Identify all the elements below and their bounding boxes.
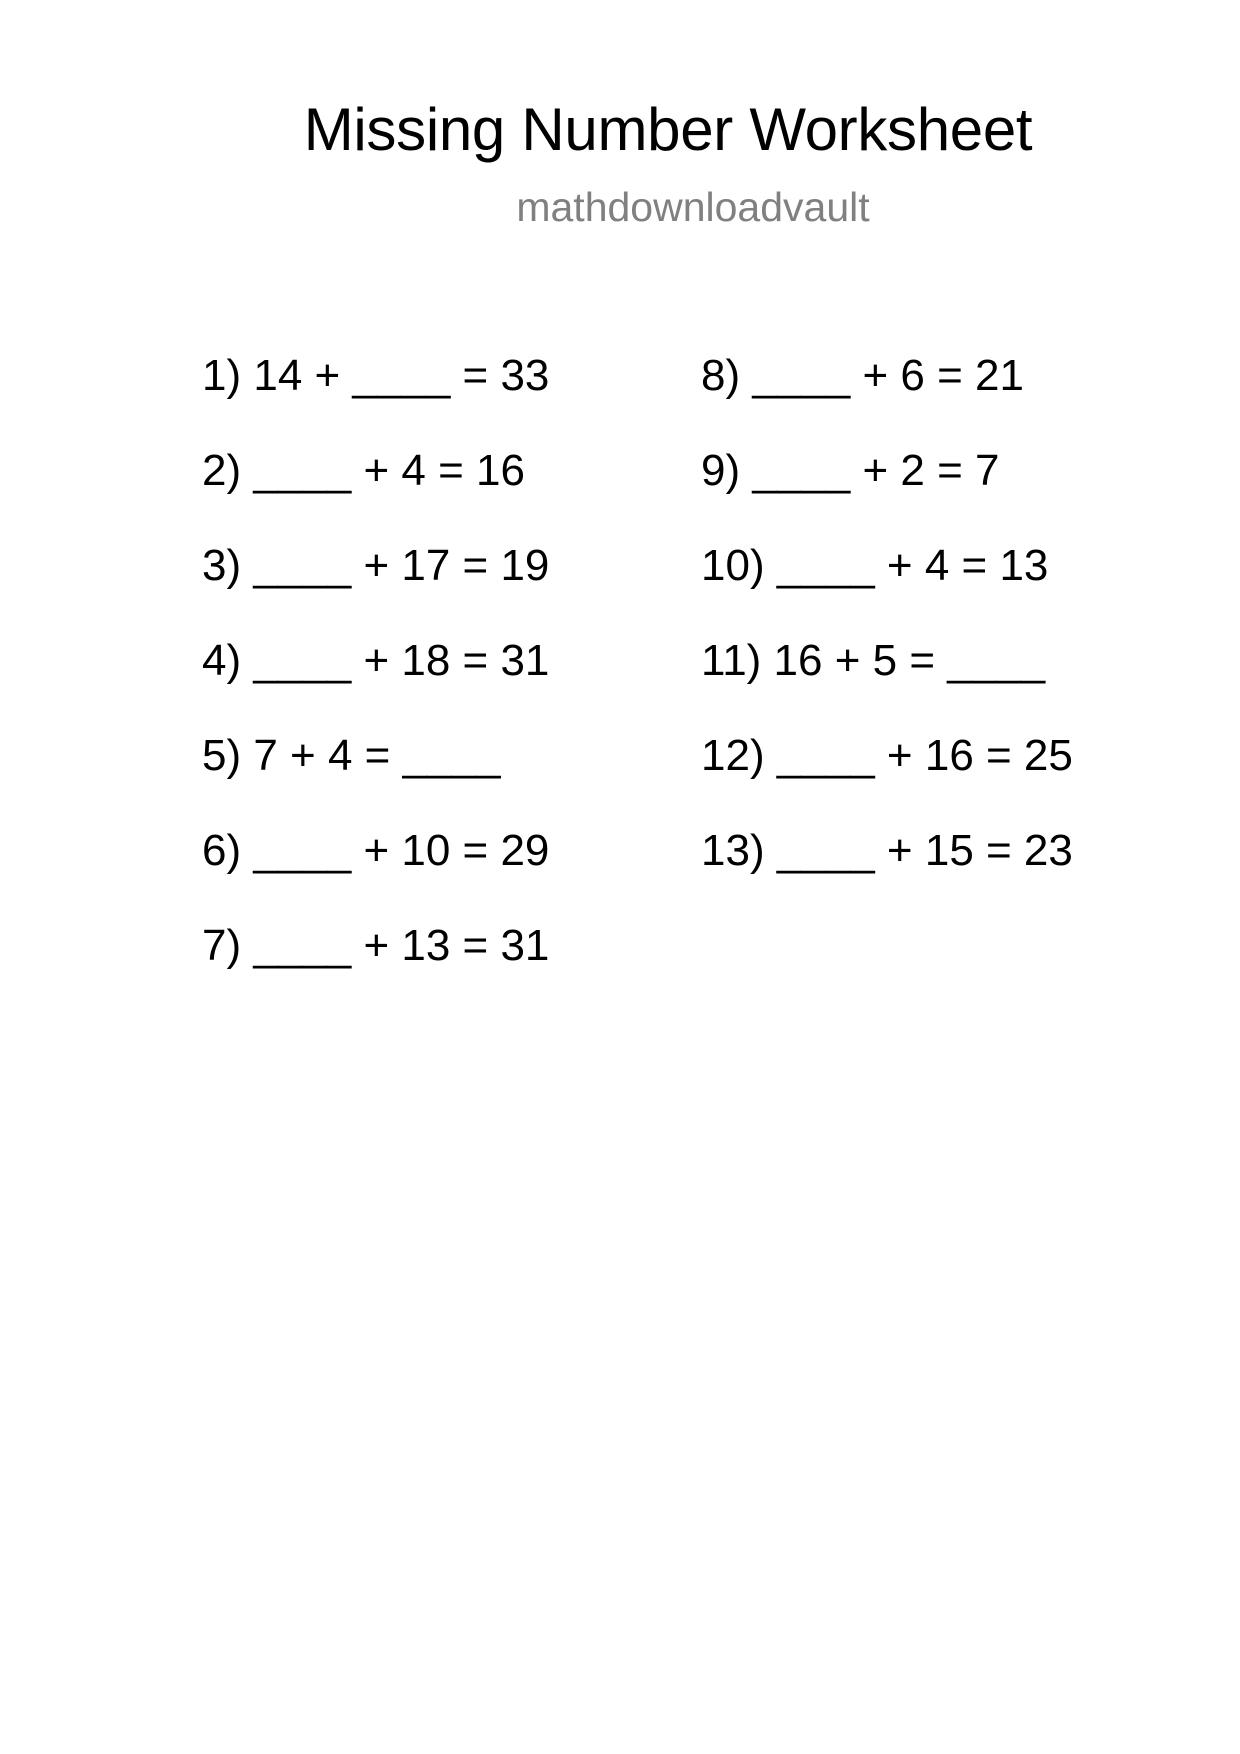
worksheet-subtitle: mathdownloadvault — [516, 184, 870, 230]
problem-4: 4) ____ + 18 = 31 — [202, 636, 550, 685]
problem-5: 5) 7 + 4 = ____ — [202, 731, 501, 780]
problem-1: 1) 14 + ____ = 33 — [202, 351, 550, 400]
problem-13: 13) ____ + 15 = 23 — [701, 826, 1073, 875]
problem-3: 3) ____ + 17 = 19 — [202, 541, 550, 590]
problem-6: 6) ____ + 10 = 29 — [202, 826, 550, 875]
problem-7: 7) ____ + 13 = 31 — [202, 921, 550, 970]
problem-9: 9) ____ + 2 = 7 — [701, 446, 1000, 495]
problem-2: 2) ____ + 4 = 16 — [202, 446, 525, 495]
problem-8: 8) ____ + 6 = 21 — [701, 351, 1024, 400]
problem-12: 12) ____ + 16 = 25 — [701, 731, 1073, 780]
problem-11: 11) 16 + 5 = ____ — [701, 636, 1046, 685]
worksheet-title: Missing Number Worksheet — [303, 96, 1033, 163]
problem-10: 10) ____ + 4 = 13 — [701, 541, 1049, 590]
